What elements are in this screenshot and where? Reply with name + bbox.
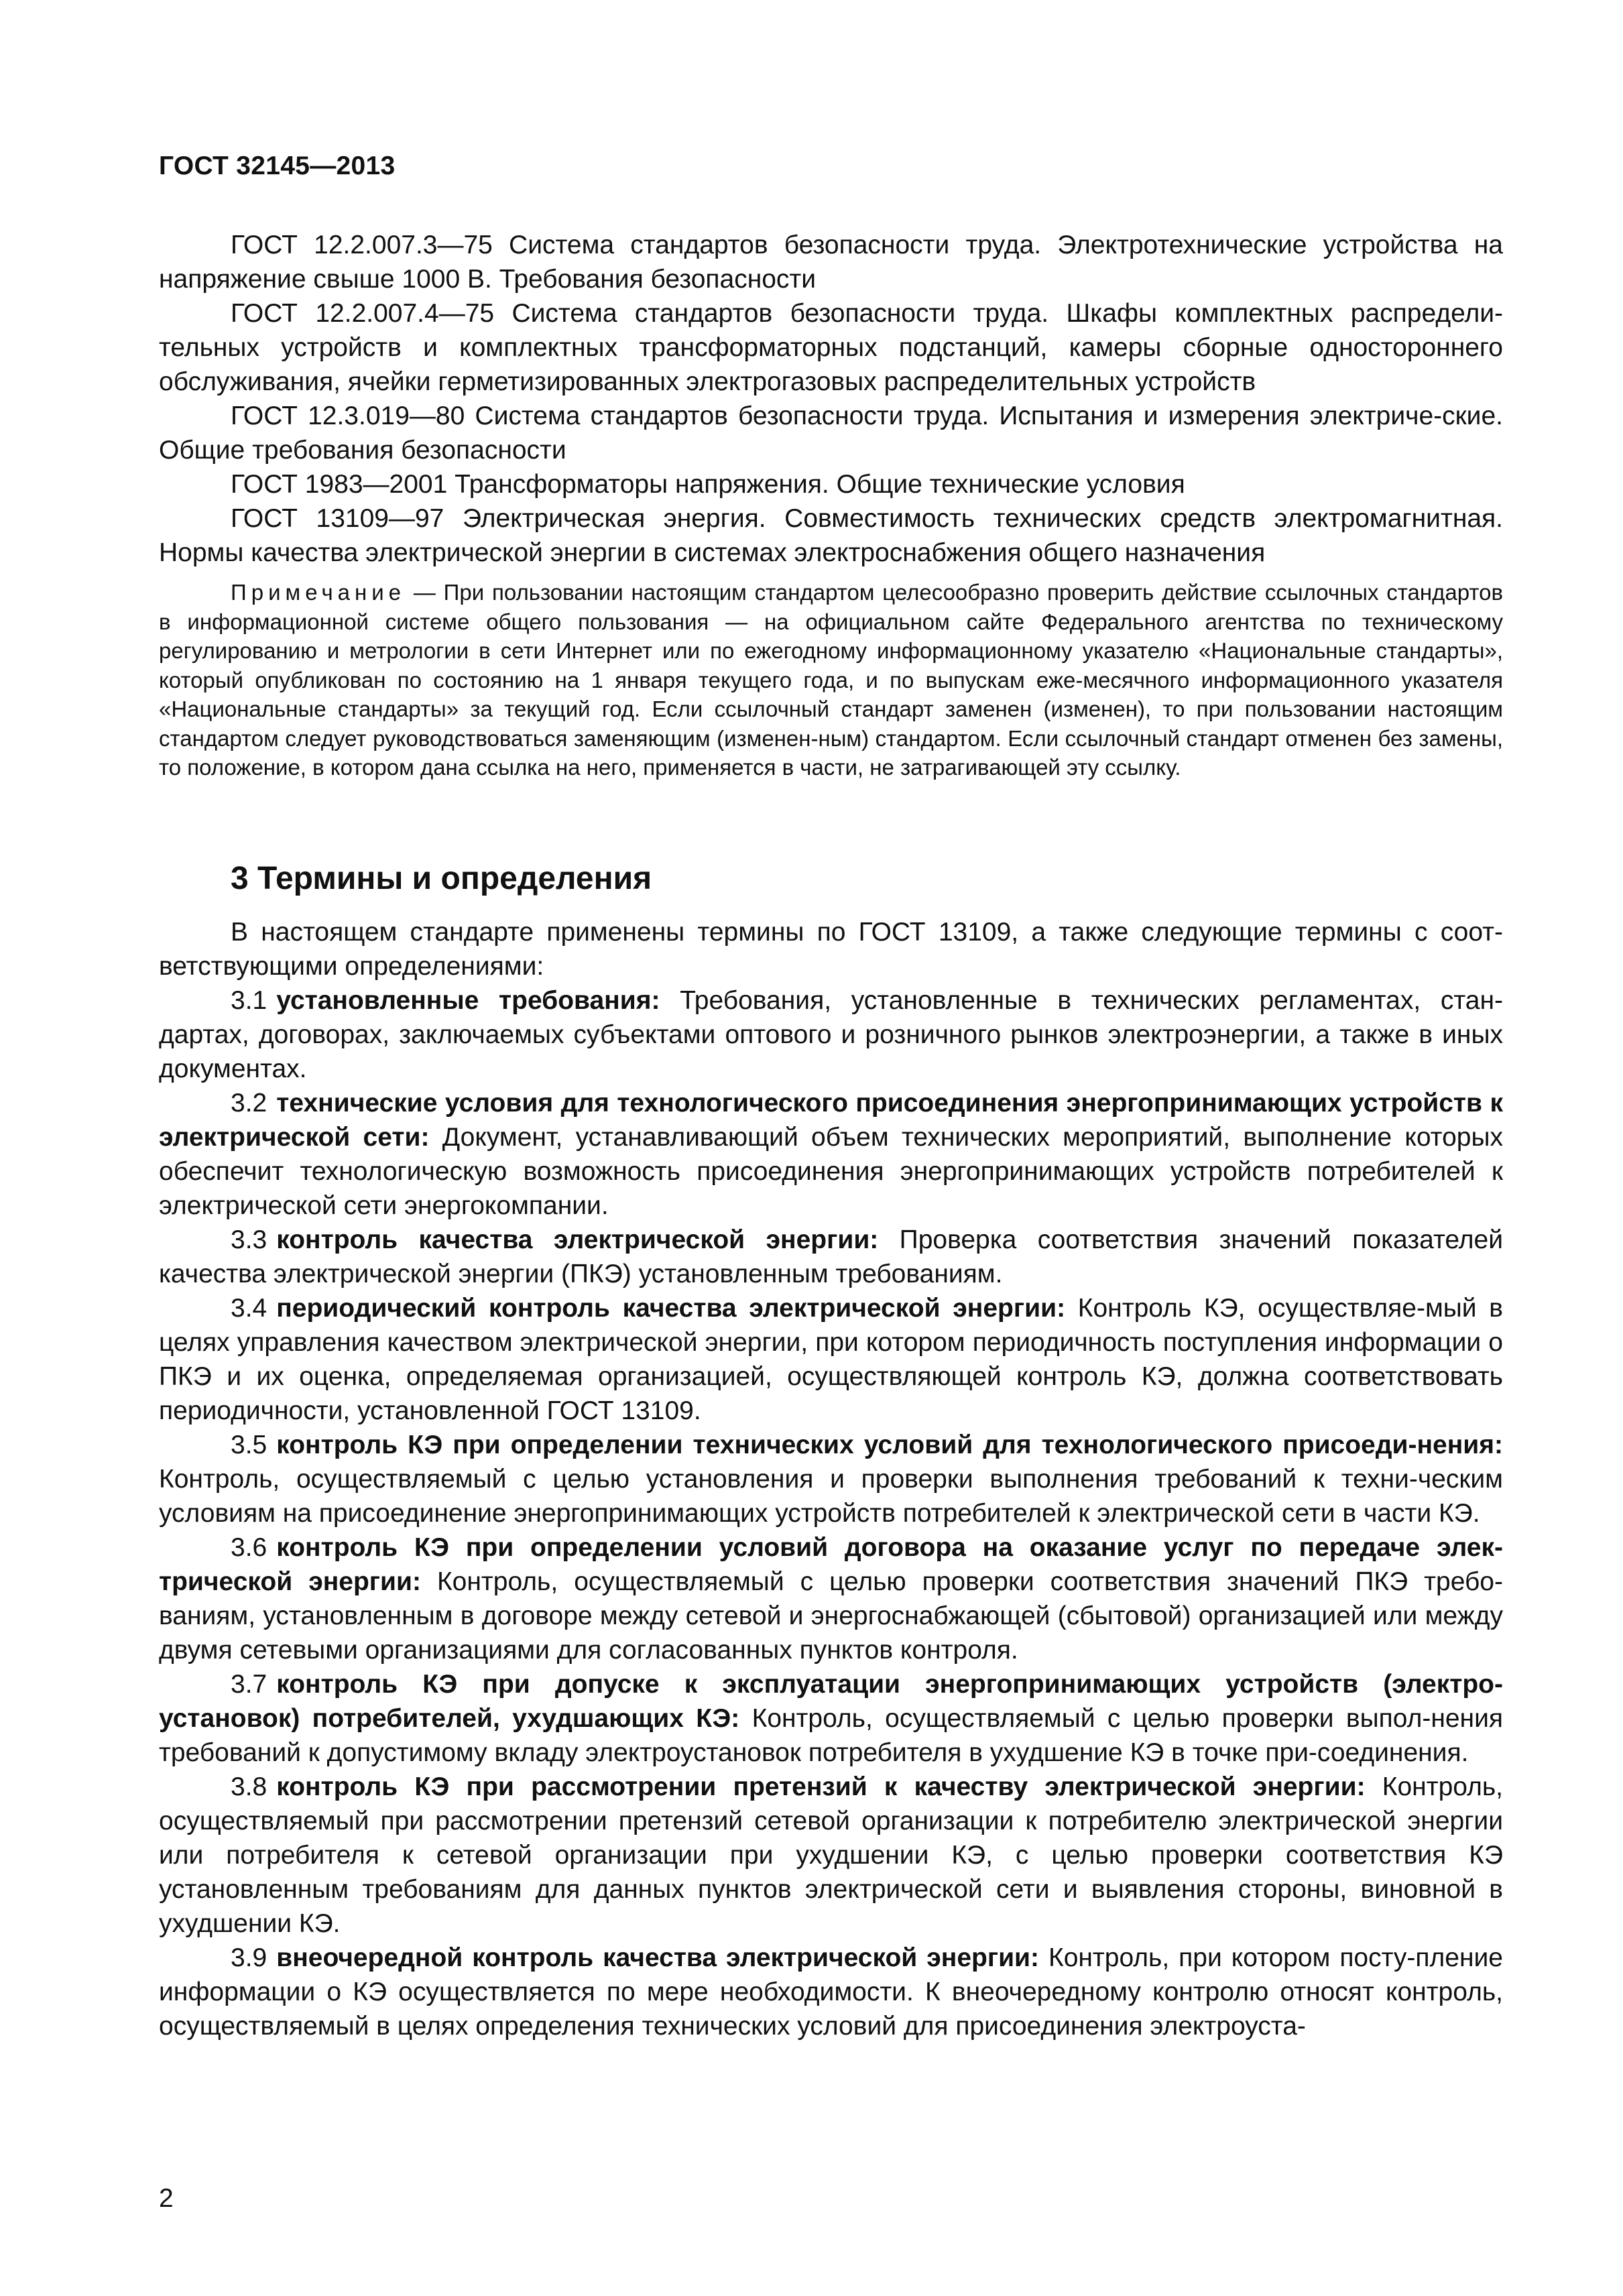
term-item bbox=[159, 1941, 1503, 2043]
reference-item: ГОСТ 12.2.007.4—75 Система стандартов безопасности труда. Шкафы комплектных распредели-тельных устройств и комплектных трансформаторных подстанций, камеры сборные одностороннего обслуживания, ячейки герметизированных электрогазовых распределительных устройств bbox=[159, 299, 1503, 396]
term-definition: Проверка соответствия значений показателей качества электрической энергии (ПКЭ) установленным требованиям. bbox=[159, 1225, 1504, 1288]
term-title: контроль КЭ при допуске к эксплуатации энергопринимающих устройств (электро-установок) потребителей, ухудшающих КЭ: bbox=[159, 1670, 1503, 1733]
term-definition: Документ, устанавливающий объем технических мероприятий, выполнение которых обеспечит технологическую возможность присоединения энергопринимающих устройств потребителей к электрической сети энергокомпании. bbox=[159, 1123, 1504, 1220]
normative-references bbox=[159, 228, 1503, 570]
term-title: контроль качества электрической энергии: bbox=[276, 1225, 879, 1254]
term-number: 3.9 bbox=[231, 1943, 267, 1972]
term-number: 3.1 bbox=[231, 986, 267, 1015]
term-number: 3.8 bbox=[231, 1772, 267, 1801]
term-title: контроль КЭ при определении условий договора на оказание услуг по передаче элек-трической энергии: bbox=[159, 1533, 1503, 1596]
term-number: 3.7 bbox=[231, 1670, 267, 1699]
page-number: 2 bbox=[159, 2184, 174, 2213]
term-definition: Контроль, осуществляемый с целью проверки выпол-нения требований к допустимому вкладу электроустановок потребителя в ухудшение КЭ в точке при-соединения. bbox=[159, 1704, 1504, 1767]
term-item bbox=[159, 1770, 1503, 1941]
term-definition: Контроль, осуществляемый при рассмотрении претензий сетевой организации к потребителю электрической энергии или потребителя к сетевой организации при ухудшении КЭ, с целью проверки соответствия КЭ установленным требованиям для данных пунктов электрической сети и выявления стороны, виновной в ухудшении КЭ. bbox=[159, 1772, 1504, 1938]
term-item bbox=[159, 1223, 1503, 1291]
reference-item: ГОСТ 13109—97 Электрическая энергия. Совместимость технических средств электромагнитная. Нормы качества электрической энергии в системах электроснабжения общего назначения bbox=[159, 504, 1503, 567]
reference-item: ГОСТ 12.3.019—80 Система стандартов безопасности труда. Испытания и измерения электриче-ские. Общие требования безопасности bbox=[159, 402, 1503, 465]
term-number: 3.6 bbox=[231, 1533, 267, 1562]
term-definition: Контроль КЭ, осуществляе-мый в целях управления качеством электрической энергии, при котором периодичность поступления информации о ПКЭ и их оценка, определяемая организацией, осуществляющей контроль КЭ, должна соответствовать периодичности, установленной ГОСТ 13109. bbox=[159, 1294, 1504, 1425]
term-definition: Контроль, осуществляемый с целью установления и проверки выполнения требований к техни-ческим условиям на присоединение энергопринимающих устройств потребителей к электрической сети в части КЭ. bbox=[159, 1465, 1503, 1528]
note-text: — При пользовании настоящим стандартом целесообразно проверить действие ссылочных стандартов в информационной системе общего пользования — на официальном сайте Федерального агентства по техническому регулированию и метрологии в сети Интернет или по ежегодному информационному указателю «Национальные стандарты», который опубликован по состоянию на 1 января текущего года, и по выпускам еже-месячного информационного указателя «Национальные стандарты» за текущий год. Если ссылочный стандарт заменен (изменен), то при пользовании настоящим стандартом следует руководствоваться заменяющим (изменен-ным) стандартом. Если ссылочный стандарт отменен без замены, то положение, в котором дана ссылка на него, применяется в части, не затрагивающей эту ссылку. bbox=[159, 580, 1503, 780]
term-definition: Требования, установленные в технических регламентах, стан-дартах, договорах, заключаемых субъектами оптового и розничного рынков электроэнергии, а также в иных документах. bbox=[159, 986, 1504, 1083]
term-item bbox=[159, 1530, 1503, 1667]
section-intro: В настоящем стандарте применены термины по ГОСТ 13109, а также следующие термины с соот-ветствующими определениями: bbox=[159, 918, 1503, 981]
term-title: контроль КЭ при определении технических условий для технологического присоеди-нения: bbox=[276, 1431, 1503, 1459]
term-definition: Контроль, осуществляемый с целью проверки соответствия значений ПКЭ требо-ваниям, установленным в договоре между сетевой и энергоснабжающей (сбытовой) организацией или между двумя сетевыми организациями для согласованных пунктов контроля. bbox=[159, 1567, 1503, 1665]
term-item bbox=[159, 1291, 1503, 1428]
term-definition: Контроль, при котором посту-пление информации о КЭ осуществляется по мере необходимости. К внеочередному контролю относят контроль, осуществляемый в целях определения технических условий для присоединения электроуста- bbox=[159, 1943, 1503, 2041]
term-number: 3.4 bbox=[231, 1294, 267, 1323]
term-title: установленные требования: bbox=[276, 986, 660, 1015]
terms-list bbox=[159, 915, 1503, 2043]
term-number: 3.3 bbox=[231, 1225, 267, 1254]
term-number: 3.5 bbox=[231, 1431, 267, 1459]
reference-item: ГОСТ 12.2.007.3—75 Система стандартов безопасности труда. Электротехнические устройства на напряжение свыше 1000 В. Требования безопасности bbox=[159, 231, 1503, 294]
section-title: 3 Термины и определения bbox=[231, 861, 652, 896]
document-header: ГОСТ 32145—2013 bbox=[159, 152, 396, 180]
term-number: 3.2 bbox=[231, 1089, 267, 1117]
term-title: технические условия для технологического присоединения энергопринимающих устройств к электрической сети: bbox=[159, 1089, 1503, 1152]
term-item bbox=[159, 1086, 1503, 1223]
term-item bbox=[159, 1428, 1503, 1530]
note-label: Примечание bbox=[231, 580, 406, 605]
term-item bbox=[159, 1667, 1503, 1770]
reference-item: ГОСТ 1983—2001 Трансформаторы напряжения. Общие технические условия bbox=[231, 470, 1185, 499]
term-title: внеочередной контроль качества электрической энергии: bbox=[276, 1943, 1040, 1972]
term-title: периодический контроль качества электрической энергии: bbox=[276, 1294, 1066, 1323]
note-paragraph bbox=[159, 578, 1503, 782]
term-title: контроль КЭ при рассмотрении претензий к качеству электрической энергии: bbox=[276, 1772, 1366, 1801]
term-item bbox=[159, 983, 1503, 1086]
